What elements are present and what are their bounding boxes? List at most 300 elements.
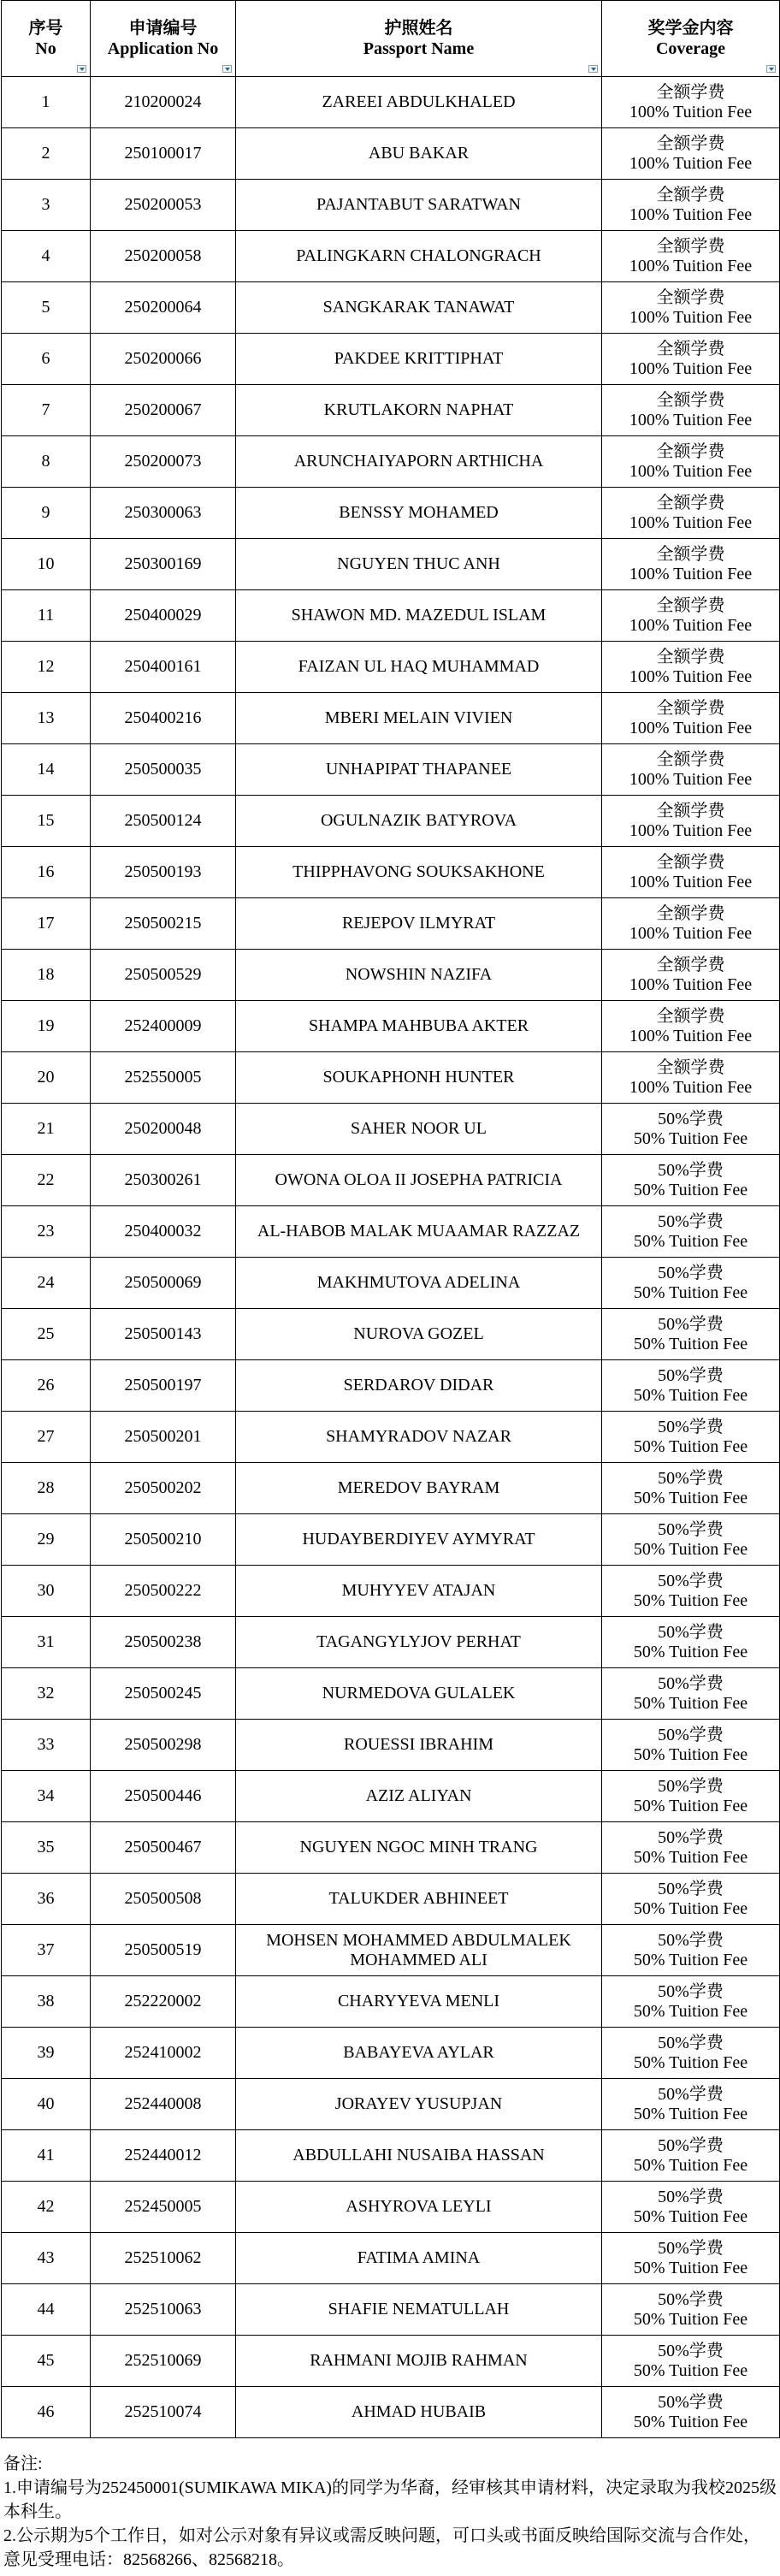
table-row: [2, 1720, 780, 1771]
cell-application-no: 250300261: [91, 1155, 236, 1206]
cell-application-no: 250200058: [91, 231, 236, 282]
coverage-en: 100% Tuition Fee: [629, 872, 753, 891]
table-row: [2, 2284, 780, 2336]
cell-passport-name: SHAMYRADOV NAZAR: [236, 1412, 602, 1463]
cell-no: 22: [2, 1155, 91, 1206]
cell-application-no: 250200066: [91, 334, 236, 385]
cell-passport-name: NGUYEN NGOC MINH TRANG: [236, 1822, 602, 1874]
filter-dropdown-icon[interactable]: [766, 65, 776, 73]
coverage-zh: 50%学费: [658, 1622, 724, 1642]
coverage-en: 100% Tuition Fee: [629, 512, 753, 532]
coverage-zh: 50%学费: [658, 1776, 724, 1796]
notes-title: 备注:: [3, 2455, 43, 2473]
cell-passport-name: SHAMPA MAHBUBA AKTER: [236, 1001, 602, 1052]
cell-no: 20: [2, 1052, 91, 1104]
coverage-zh: 全额学费: [656, 287, 725, 307]
coverage-en: 50% Tuition Fee: [633, 2360, 748, 2380]
cell-application-no: 250500201: [91, 1412, 236, 1463]
cell-application-no: 252450005: [91, 2182, 236, 2233]
coverage-zh: 全额学费: [656, 390, 725, 410]
coverage-zh: 50%学费: [658, 2187, 724, 2206]
coverage-zh: 50%学费: [658, 2084, 724, 2104]
table-row: [2, 1206, 780, 1258]
coverage-en: 50% Tuition Fee: [633, 1231, 748, 1251]
table-row: [2, 282, 780, 334]
table-row: [2, 2387, 780, 2438]
header-name-zh: 护照姓名: [384, 19, 453, 38]
coverage-zh: 全额学费: [656, 903, 725, 923]
table-row: [2, 847, 780, 898]
notes: [0, 2438, 780, 2572]
cell-passport-name: BENSSY MOHAMED: [236, 488, 602, 539]
coverage-en: 50% Tuition Fee: [633, 2309, 748, 2329]
cell-coverage: [602, 1514, 780, 1566]
table-row: [2, 2233, 780, 2284]
coverage-en: 50% Tuition Fee: [633, 1180, 748, 1199]
cell-coverage: [602, 282, 780, 334]
cell-coverage: [602, 334, 780, 385]
cell-coverage: [602, 1874, 780, 1925]
cell-coverage: [602, 1155, 780, 1206]
coverage-en: 100% Tuition Fee: [629, 666, 753, 686]
header-no-zh: 序号: [28, 19, 63, 38]
cell-passport-name: SERDAROV DIDAR: [236, 1360, 602, 1412]
cell-coverage: [602, 1258, 780, 1309]
cell-application-no: 252410002: [91, 2028, 236, 2079]
coverage-en: 100% Tuition Fee: [629, 923, 753, 943]
cell-passport-name: AHMAD HUBAIB: [236, 2387, 602, 2438]
cell-coverage: [602, 1104, 780, 1155]
cell-passport-name: ABU BAKAR: [236, 128, 602, 180]
coverage-zh: 50%学费: [658, 1981, 724, 2001]
coverage-en: 50% Tuition Fee: [633, 1539, 748, 1559]
cell-no: 30: [2, 1566, 91, 1617]
cell-no: 18: [2, 950, 91, 1001]
header-no-en: No: [35, 39, 56, 58]
cell-application-no: 250400216: [91, 693, 236, 744]
coverage-en: 50% Tuition Fee: [633, 1488, 748, 1507]
coverage-en: 100% Tuition Fee: [629, 307, 753, 327]
cell-no: 13: [2, 693, 91, 744]
cell-application-no: 252550005: [91, 1052, 236, 1104]
cell-application-no: 252510069: [91, 2336, 236, 2387]
coverage-zh: 50%学费: [658, 2341, 724, 2360]
coverage-zh: 全额学费: [656, 82, 725, 102]
coverage-en: 100% Tuition Fee: [629, 102, 753, 121]
cell-no: 6: [2, 334, 91, 385]
coverage-en: 50% Tuition Fee: [633, 2155, 748, 2175]
cell-no: 38: [2, 1976, 91, 2028]
cell-no: 46: [2, 2387, 91, 2438]
coverage-zh: 全额学费: [656, 544, 725, 564]
cell-no: 15: [2, 796, 91, 847]
coverage-en: 100% Tuition Fee: [629, 410, 753, 429]
notes-line-1: 1.申请编号为252450001(SUMIKAWA MIKA)的同学为华裔，经审核其申请材料，决定录取为我校2025级本科生。: [3, 2478, 777, 2521]
cell-application-no: 250500508: [91, 1874, 236, 1925]
cell-application-no: 252510062: [91, 2233, 236, 2284]
coverage-zh: 全额学费: [656, 749, 725, 769]
cell-passport-name: NUROVA GOZEL: [236, 1309, 602, 1360]
table-row: [2, 1104, 780, 1155]
coverage-zh: 全额学费: [656, 236, 725, 256]
table-row: [2, 1309, 780, 1360]
cell-passport-name: FATIMA AMINA: [236, 2233, 602, 2284]
table-row: [2, 436, 780, 488]
table-row: [2, 1822, 780, 1874]
table-row: [2, 1668, 780, 1720]
cell-passport-name: TAGANGYLYJOV PERHAT: [236, 1617, 602, 1668]
cell-no: 32: [2, 1668, 91, 1720]
coverage-en: 100% Tuition Fee: [629, 204, 753, 224]
coverage-zh: 全额学费: [656, 133, 725, 153]
table-row: [2, 1874, 780, 1925]
cell-application-no: 250400161: [91, 642, 236, 693]
cell-coverage: [602, 1309, 780, 1360]
cell-passport-name: RAHMANI MOJIB RAHMAN: [236, 2336, 602, 2387]
coverage-en: 50% Tuition Fee: [633, 1950, 748, 1969]
cell-no: 34: [2, 1771, 91, 1822]
cell-passport-name: MEREDOV BAYRAM: [236, 1463, 602, 1514]
cell-application-no: 250500124: [91, 796, 236, 847]
cell-no: 2: [2, 128, 91, 180]
cell-no: 39: [2, 2028, 91, 2079]
coverage-zh: 50%学费: [658, 1879, 724, 1898]
cell-no: 23: [2, 1206, 91, 1258]
cell-no: 27: [2, 1412, 91, 1463]
coverage-zh: 全额学费: [656, 955, 725, 974]
cell-no: 29: [2, 1514, 91, 1566]
cell-application-no: 252510063: [91, 2284, 236, 2336]
cell-coverage: [602, 1668, 780, 1720]
cell-passport-name: MOHSEN MOHAMMED ABDULMALEK MOHAMMED ALI: [236, 1925, 602, 1976]
filter-dropdown-icon[interactable]: [77, 65, 86, 73]
coverage-zh: 50%学费: [658, 1417, 724, 1436]
cell-coverage: [602, 796, 780, 847]
cell-application-no: 250200064: [91, 282, 236, 334]
cell-application-no: 250400029: [91, 590, 236, 642]
coverage-en: 100% Tuition Fee: [629, 256, 753, 275]
cell-passport-name: SOUKAPHONH HUNTER: [236, 1052, 602, 1104]
cell-no: 17: [2, 898, 91, 950]
cell-coverage: [602, 1360, 780, 1412]
coverage-zh: 全额学费: [656, 698, 725, 718]
cell-no: 12: [2, 642, 91, 693]
cell-no: 41: [2, 2130, 91, 2182]
coverage-en: 50% Tuition Fee: [633, 1385, 748, 1405]
cell-coverage: [602, 1617, 780, 1668]
cell-coverage: [602, 744, 780, 796]
coverage-en: 100% Tuition Fee: [629, 1077, 753, 1097]
cell-coverage: [602, 1822, 780, 1874]
cell-passport-name: TALUKDER ABHINEET: [236, 1874, 602, 1925]
coverage-en: 50% Tuition Fee: [633, 1744, 748, 1764]
table-row: [2, 693, 780, 744]
coverage-zh: 50%学费: [658, 1365, 724, 1385]
cell-no: 42: [2, 2182, 91, 2233]
coverage-zh: 全额学费: [656, 339, 725, 358]
coverage-en: 50% Tuition Fee: [633, 2001, 748, 2021]
cell-coverage: [602, 847, 780, 898]
coverage-en: 50% Tuition Fee: [633, 1282, 748, 1302]
table-row: [2, 1412, 780, 1463]
cell-passport-name: CHARYYEVA MENLI: [236, 1976, 602, 2028]
cell-application-no: 250500210: [91, 1514, 236, 1566]
table-row: [2, 950, 780, 1001]
cell-coverage: [602, 2130, 780, 2182]
cell-application-no: 250200073: [91, 436, 236, 488]
table-row: [2, 1514, 780, 1566]
cell-application-no: 252400009: [91, 1001, 236, 1052]
header-row: [2, 1, 780, 77]
cell-no: 40: [2, 2079, 91, 2130]
cell-passport-name: UNHAPIPAT THAPANEE: [236, 744, 602, 796]
cell-passport-name: OWONA OLOA II JOSEPHA PATRICIA: [236, 1155, 602, 1206]
table-row: [2, 898, 780, 950]
table-row: [2, 231, 780, 282]
table-row: [2, 2028, 780, 2079]
cell-passport-name: KRUTLAKORN NAPHAT: [236, 385, 602, 436]
coverage-en: 100% Tuition Fee: [629, 769, 753, 789]
coverage-zh: 50%学费: [658, 1160, 724, 1180]
coverage-en: 100% Tuition Fee: [629, 820, 753, 840]
cell-coverage: [602, 1052, 780, 1104]
table-body: [2, 77, 780, 2438]
cell-coverage: [602, 950, 780, 1001]
coverage-en: 50% Tuition Fee: [633, 1642, 748, 1661]
coverage-zh: 50%学费: [658, 2238, 724, 2258]
coverage-en: 100% Tuition Fee: [629, 153, 753, 173]
coverage-zh: 全额学费: [656, 493, 725, 512]
cell-passport-name: MBERI MELAIN VIVIEN: [236, 693, 602, 744]
cell-coverage: [602, 231, 780, 282]
coverage-en: 50% Tuition Fee: [633, 1128, 748, 1148]
cell-coverage: [602, 898, 780, 950]
coverage-en: 50% Tuition Fee: [633, 1436, 748, 1456]
header-app-en: Application No: [107, 39, 219, 58]
filter-dropdown-icon[interactable]: [222, 65, 232, 73]
coverage-zh: 全额学费: [656, 801, 725, 820]
cell-application-no: 250500519: [91, 1925, 236, 1976]
cell-application-no: 252440012: [91, 2130, 236, 2182]
cell-passport-name: ASHYROVA LEYLI: [236, 2182, 602, 2233]
coverage-zh: 50%学费: [658, 2033, 724, 2052]
cell-passport-name: SHAFIE NEMATULLAH: [236, 2284, 602, 2336]
cell-application-no: 252510074: [91, 2387, 236, 2438]
cell-no: 44: [2, 2284, 91, 2336]
cell-passport-name: NURMEDOVA GULALEK: [236, 1668, 602, 1720]
scholarship-table: [1, 0, 780, 2438]
coverage-zh: 50%学费: [658, 1314, 724, 1334]
cell-coverage: [602, 2336, 780, 2387]
cell-passport-name: AL-HABOB MALAK MUAAMAR RAZZAZ: [236, 1206, 602, 1258]
table-row: [2, 744, 780, 796]
coverage-en: 100% Tuition Fee: [629, 1026, 753, 1045]
cell-no: 14: [2, 744, 91, 796]
cell-no: 9: [2, 488, 91, 539]
cell-application-no: 250500069: [91, 1258, 236, 1309]
coverage-en: 50% Tuition Fee: [633, 2104, 748, 2123]
coverage-en: 100% Tuition Fee: [629, 358, 753, 378]
cell-application-no: 250500238: [91, 1617, 236, 1668]
coverage-en: 50% Tuition Fee: [633, 2258, 748, 2277]
cell-application-no: 250500222: [91, 1566, 236, 1617]
table-row: [2, 1771, 780, 1822]
cell-no: 8: [2, 436, 91, 488]
table-row: [2, 1976, 780, 2028]
cell-application-no: 250500215: [91, 898, 236, 950]
cell-coverage: [602, 1720, 780, 1771]
coverage-en: 50% Tuition Fee: [633, 2052, 748, 2072]
header-no: [2, 1, 91, 77]
table-row: [2, 1258, 780, 1309]
coverage-zh: 50%学费: [658, 1725, 724, 1744]
cell-coverage: [602, 180, 780, 231]
header-passport-name: [236, 1, 602, 77]
cell-no: 10: [2, 539, 91, 590]
cell-application-no: 252220002: [91, 1976, 236, 2028]
coverage-zh: 全额学费: [656, 1057, 725, 1077]
coverage-zh: 全额学费: [656, 595, 725, 615]
cell-coverage: [602, 2387, 780, 2438]
table-row: [2, 1360, 780, 1412]
cell-application-no: 250200067: [91, 385, 236, 436]
cell-coverage: [602, 2284, 780, 2336]
cell-no: 33: [2, 1720, 91, 1771]
cell-no: 45: [2, 2336, 91, 2387]
cell-application-no: 250300169: [91, 539, 236, 590]
table-row: [2, 2130, 780, 2182]
filter-dropdown-icon[interactable]: [588, 65, 598, 73]
cell-passport-name: JORAYEV YUSUPJAN: [236, 2079, 602, 2130]
table-row: [2, 796, 780, 847]
cell-coverage: [602, 436, 780, 488]
coverage-zh: 50%学费: [658, 1109, 724, 1128]
coverage-en: 50% Tuition Fee: [633, 1693, 748, 1713]
table-row: [2, 2336, 780, 2387]
table-row: [2, 334, 780, 385]
cell-coverage: [602, 2233, 780, 2284]
table-row: [2, 1617, 780, 1668]
coverage-zh: 全额学费: [656, 1006, 725, 1026]
cell-no: 16: [2, 847, 91, 898]
cell-coverage: [602, 1463, 780, 1514]
cell-passport-name: MAKHMUTOVA ADELINA: [236, 1258, 602, 1309]
cell-no: 1: [2, 77, 91, 128]
header-cov-zh: 奖学金内容: [647, 19, 734, 38]
header-app-zh: 申请编号: [128, 19, 198, 38]
coverage-zh: 50%学费: [658, 1673, 724, 1693]
coverage-en: 100% Tuition Fee: [629, 615, 753, 635]
coverage-en: 100% Tuition Fee: [629, 974, 753, 994]
cell-coverage: [602, 1412, 780, 1463]
coverage-en: 50% Tuition Fee: [633, 1334, 748, 1353]
cell-application-no: 250500035: [91, 744, 236, 796]
cell-application-no: 250500529: [91, 950, 236, 1001]
coverage-en: 100% Tuition Fee: [629, 718, 753, 737]
coverage-zh: 全额学费: [656, 647, 725, 666]
cell-passport-name: BABAYEVA AYLAR: [236, 2028, 602, 2079]
cell-passport-name: AZIZ ALIYAN: [236, 1771, 602, 1822]
coverage-zh: 50%学费: [658, 1519, 724, 1539]
coverage-en: 50% Tuition Fee: [633, 2206, 748, 2226]
cell-application-no: 250200048: [91, 1104, 236, 1155]
cell-application-no: 250500298: [91, 1720, 236, 1771]
cell-coverage: [602, 1771, 780, 1822]
cell-passport-name: MUHYYEV ATAJAN: [236, 1566, 602, 1617]
cell-passport-name: PAKDEE KRITTIPHAT: [236, 334, 602, 385]
cell-application-no: 252440008: [91, 2079, 236, 2130]
coverage-zh: 50%学费: [658, 2135, 724, 2155]
cell-coverage: [602, 642, 780, 693]
table-row: [2, 1155, 780, 1206]
cell-no: 3: [2, 180, 91, 231]
coverage-en: 50% Tuition Fee: [633, 2412, 748, 2431]
coverage-zh: 50%学费: [658, 2392, 724, 2412]
cell-coverage: [602, 693, 780, 744]
table-row: [2, 539, 780, 590]
coverage-zh: 全额学费: [656, 852, 725, 872]
cell-application-no: 250500202: [91, 1463, 236, 1514]
cell-application-no: 250300063: [91, 488, 236, 539]
cell-no: 21: [2, 1104, 91, 1155]
header-coverage: [602, 1, 780, 77]
cell-application-no: 250400032: [91, 1206, 236, 1258]
cell-no: 7: [2, 385, 91, 436]
table-row: [2, 2079, 780, 2130]
cell-application-no: 250500197: [91, 1360, 236, 1412]
table-row: [2, 488, 780, 539]
cell-coverage: [602, 1566, 780, 1617]
cell-coverage: [602, 1001, 780, 1052]
cell-application-no: 250500245: [91, 1668, 236, 1720]
coverage-en: 100% Tuition Fee: [629, 461, 753, 481]
cell-application-no: 250100017: [91, 128, 236, 180]
table-row: [2, 1463, 780, 1514]
table-row: [2, 1052, 780, 1104]
coverage-en: 50% Tuition Fee: [633, 1898, 748, 1918]
cell-coverage: [602, 2182, 780, 2233]
notes-line-2: 2.公示期为5个工作日，如对公示对象有异议或需反映问题，可口头或书面反映给国际交流与合作处，意见受理电话：82568266、82568218。: [3, 2526, 760, 2569]
cell-passport-name: HUDAYBERDIYEV AYMYRAT: [236, 1514, 602, 1566]
cell-coverage: [602, 128, 780, 180]
coverage-zh: 50%学费: [658, 1571, 724, 1590]
cell-passport-name: THIPPHAVONG SOUKSAKHONE: [236, 847, 602, 898]
cell-coverage: [602, 2028, 780, 2079]
cell-passport-name: FAIZAN UL HAQ MUHAMMAD: [236, 642, 602, 693]
cell-no: 26: [2, 1360, 91, 1412]
cell-passport-name: NGUYEN THUC ANH: [236, 539, 602, 590]
cell-coverage: [602, 1206, 780, 1258]
cell-no: 43: [2, 2233, 91, 2284]
cell-passport-name: SHAWON MD. MAZEDUL ISLAM: [236, 590, 602, 642]
table-row: [2, 180, 780, 231]
coverage-en: 50% Tuition Fee: [633, 1796, 748, 1815]
coverage-zh: 全额学费: [656, 441, 725, 461]
cell-passport-name: SAHER NOOR UL: [236, 1104, 602, 1155]
coverage-zh: 50%学费: [658, 1827, 724, 1847]
coverage-en: 100% Tuition Fee: [629, 564, 753, 583]
cell-passport-name: ABDULLAHI NUSAIBA HASSAN: [236, 2130, 602, 2182]
coverage-zh: 50%学费: [658, 1211, 724, 1231]
coverage-en: 50% Tuition Fee: [633, 1590, 748, 1610]
cell-no: 4: [2, 231, 91, 282]
coverage-zh: 50%学费: [658, 2289, 724, 2309]
coverage-zh: 全额学费: [656, 185, 725, 204]
cell-no: 36: [2, 1874, 91, 1925]
cell-passport-name: ROUESSI IBRAHIM: [236, 1720, 602, 1771]
cell-application-no: 250200053: [91, 180, 236, 231]
cell-no: 37: [2, 1925, 91, 1976]
